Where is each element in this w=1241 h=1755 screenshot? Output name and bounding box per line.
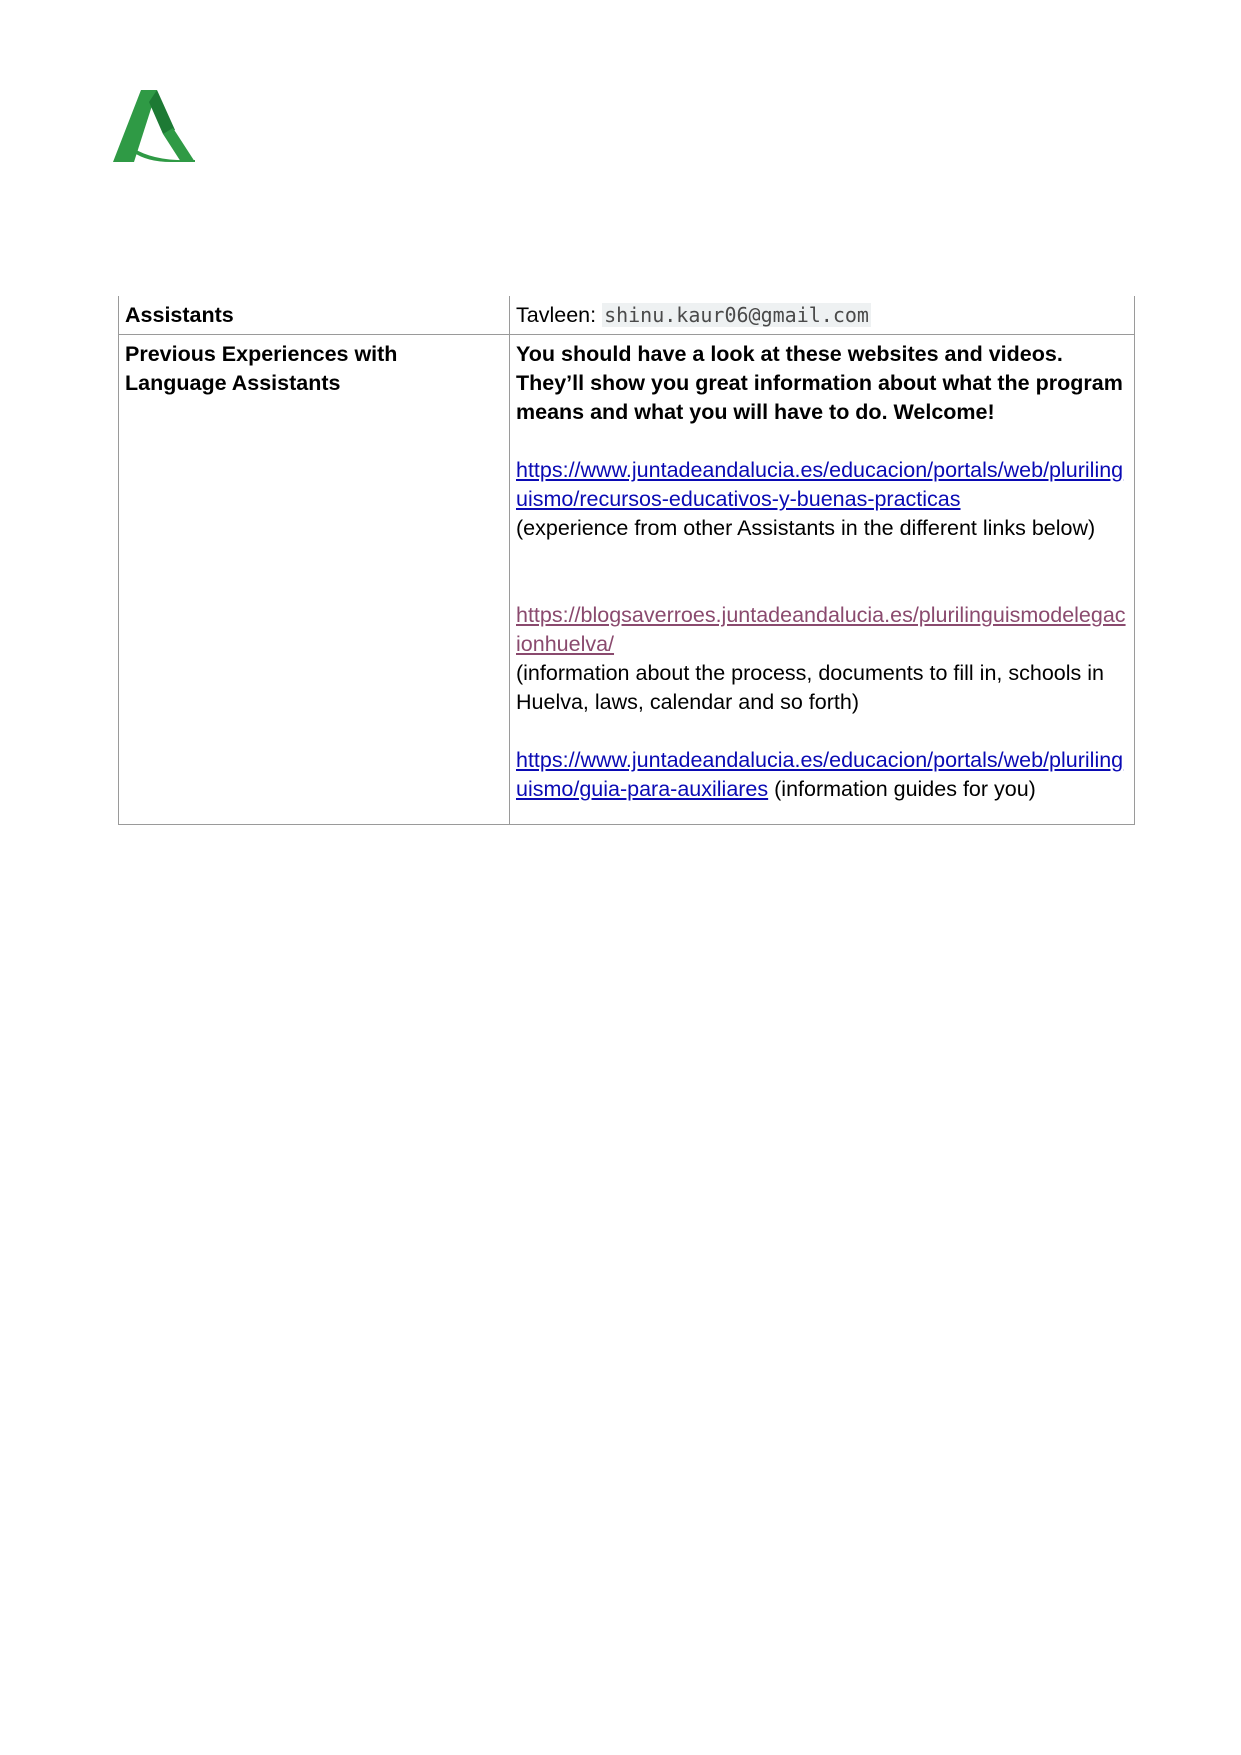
spacer bbox=[516, 543, 1128, 601]
table-cell-value bbox=[510, 335, 1135, 825]
junta-andalucia-logo-icon bbox=[113, 90, 195, 162]
resource-link-2[interactable]: https://blogsaverroes.juntadeandalucia.es/plurilinguismodelegacionhuelva/ bbox=[516, 603, 1126, 656]
table-cell-label bbox=[119, 296, 510, 335]
assistant-name: Tavleen: bbox=[516, 303, 603, 327]
assistants-info-table bbox=[118, 296, 1135, 825]
spacer bbox=[516, 804, 1128, 820]
resource-link-1[interactable]: https://www.juntadeandalucia.es/educacion/portals/web/plurilinguismo/recursos-educativos-y-buenas-practicas bbox=[516, 458, 1124, 511]
table-row bbox=[119, 335, 1135, 825]
spacer bbox=[516, 717, 1128, 746]
intro-text: You should have a look at these websites and videos. They’ll show you great information about what the program means and what you will have to do. Welcome! bbox=[516, 342, 1123, 424]
previous-experiences-label: Previous Experiences with Language Assistants bbox=[125, 342, 398, 395]
table-cell-label bbox=[119, 335, 510, 825]
resource-note-2: (information about the process, documents to fill in, schools in Huelva, laws, calendar and so forth) bbox=[516, 661, 1104, 714]
resource-block-2 bbox=[516, 601, 1128, 717]
resource-note-1: (experience from other Assistants in the different links below) bbox=[516, 516, 1096, 540]
resource-note-3: (information guides for you) bbox=[768, 777, 1036, 801]
resource-block-3 bbox=[516, 746, 1128, 804]
assistant-email[interactable]: shinu.kaur06@gmail.com bbox=[604, 303, 869, 327]
table-row bbox=[119, 296, 1135, 335]
resource-link-3[interactable]: https://www.juntadeandalucia.es/educacion/portals/web/plurilinguismo/guia-para-auxiliares bbox=[516, 748, 1124, 801]
table-cell-value bbox=[510, 296, 1135, 335]
resource-block-1 bbox=[516, 456, 1128, 543]
assistants-label: Assistants bbox=[125, 303, 234, 327]
